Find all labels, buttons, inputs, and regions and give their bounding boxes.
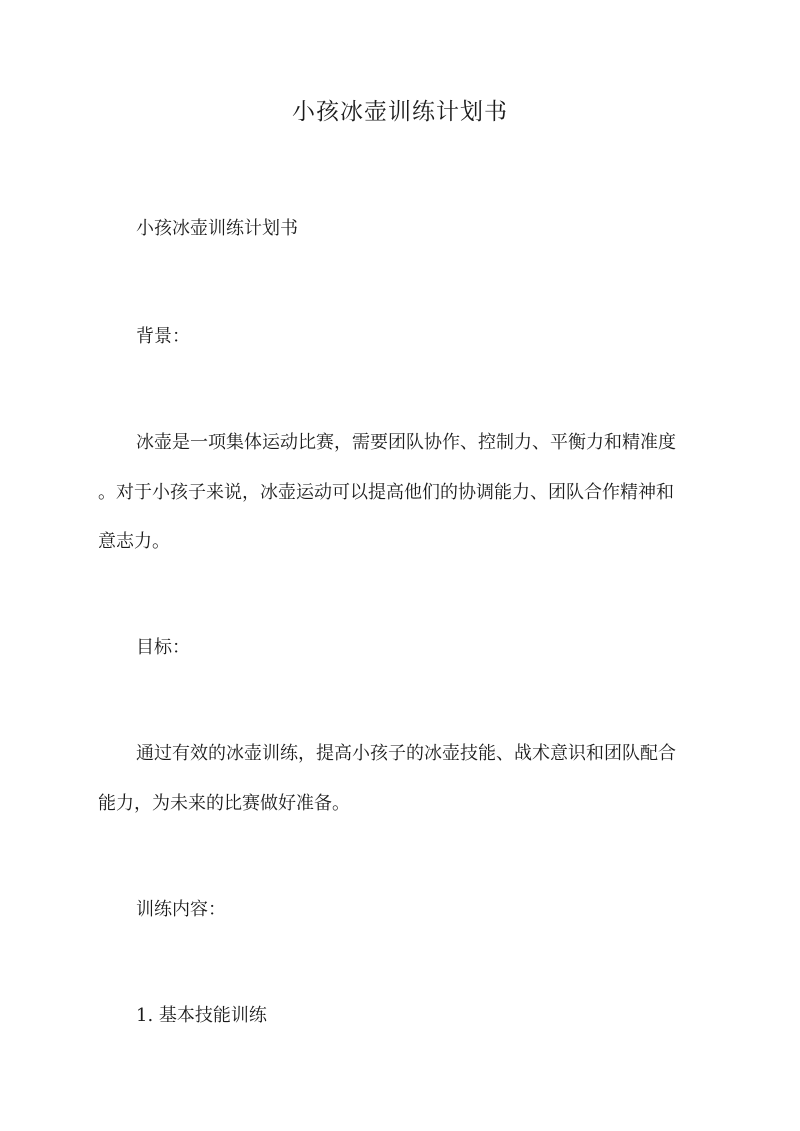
training-content-heading: 训练内容： — [136, 899, 226, 920]
goal-heading: 目标： — [136, 637, 190, 658]
goal-paragraph-line-1: 通过有效的冰壶训练，提高小孩子的冰壶技能、战术意识和团队配合 — [136, 743, 676, 764]
goal-paragraph-line-2: 能力，为未来的比赛做好准备。 — [98, 793, 350, 814]
background-paragraph-line-2: 。对于小孩子来说，冰壶运动可以提高他们的协调能力、团队合作精神和 — [98, 482, 674, 503]
list-item: 1. 基本技能训练 — [136, 1005, 267, 1026]
document-title: 小孩冰壶训练计划书 — [292, 99, 508, 125]
background-heading: 背景： — [136, 326, 190, 347]
background-paragraph-line-3: 意志力。 — [98, 531, 170, 552]
background-paragraph-line-1: 冰壶是一项集体运动比赛，需要团队协作、控制力、平衡力和精准度 — [136, 432, 676, 453]
document-subtitle: 小孩冰壶训练计划书 — [136, 218, 298, 239]
